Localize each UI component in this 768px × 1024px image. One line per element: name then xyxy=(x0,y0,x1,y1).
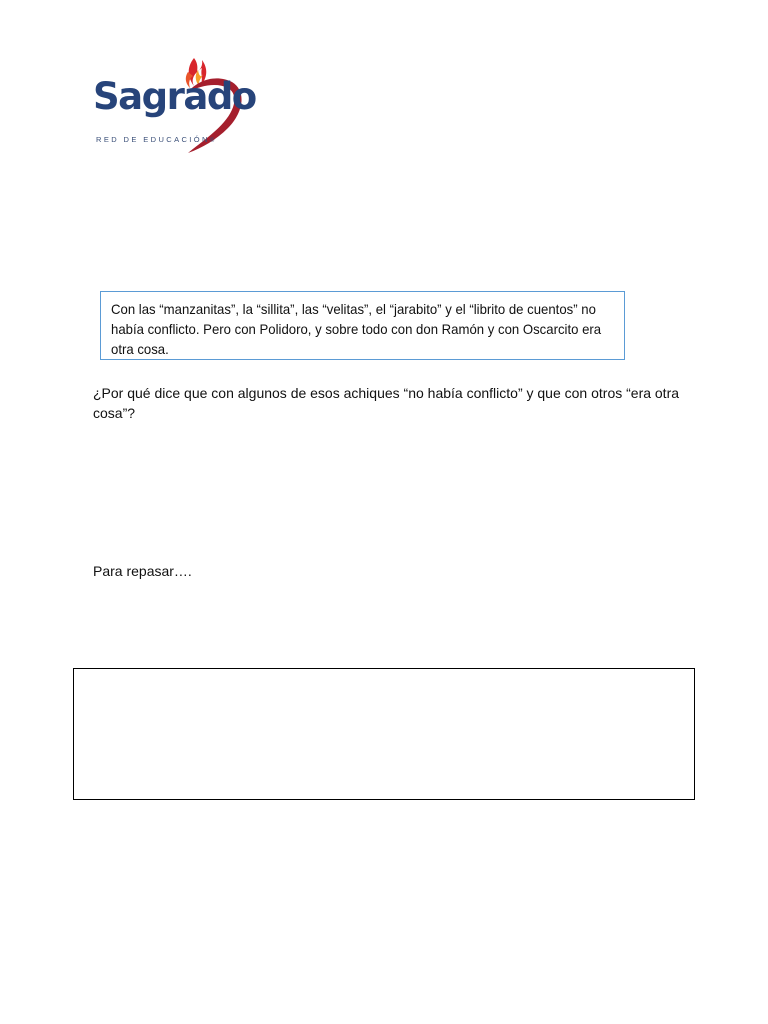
quote-text: Con las “manzanitas”, la “sillita”, las “velitas”, el “jarabito” y el “librito de cuentos” no había conflicto. Pero con Polidoro, y sobre todo con don Ramón y con Oscarcito era otra cosa. xyxy=(111,301,602,357)
quote-box xyxy=(100,291,625,360)
logo-wordmark: Sagrado xyxy=(93,75,256,118)
review-heading: Para repasar…. xyxy=(93,563,192,579)
question-text: ¿Por qué dice que con algunos de esos achiques “no había conflicto” y que con otros “era otra cosa”? xyxy=(93,385,680,421)
sagrado-logo xyxy=(90,52,256,158)
answer-box[interactable] xyxy=(73,668,695,800)
logo-subtitle: RED DE EDUCACIÓN® xyxy=(96,135,215,144)
